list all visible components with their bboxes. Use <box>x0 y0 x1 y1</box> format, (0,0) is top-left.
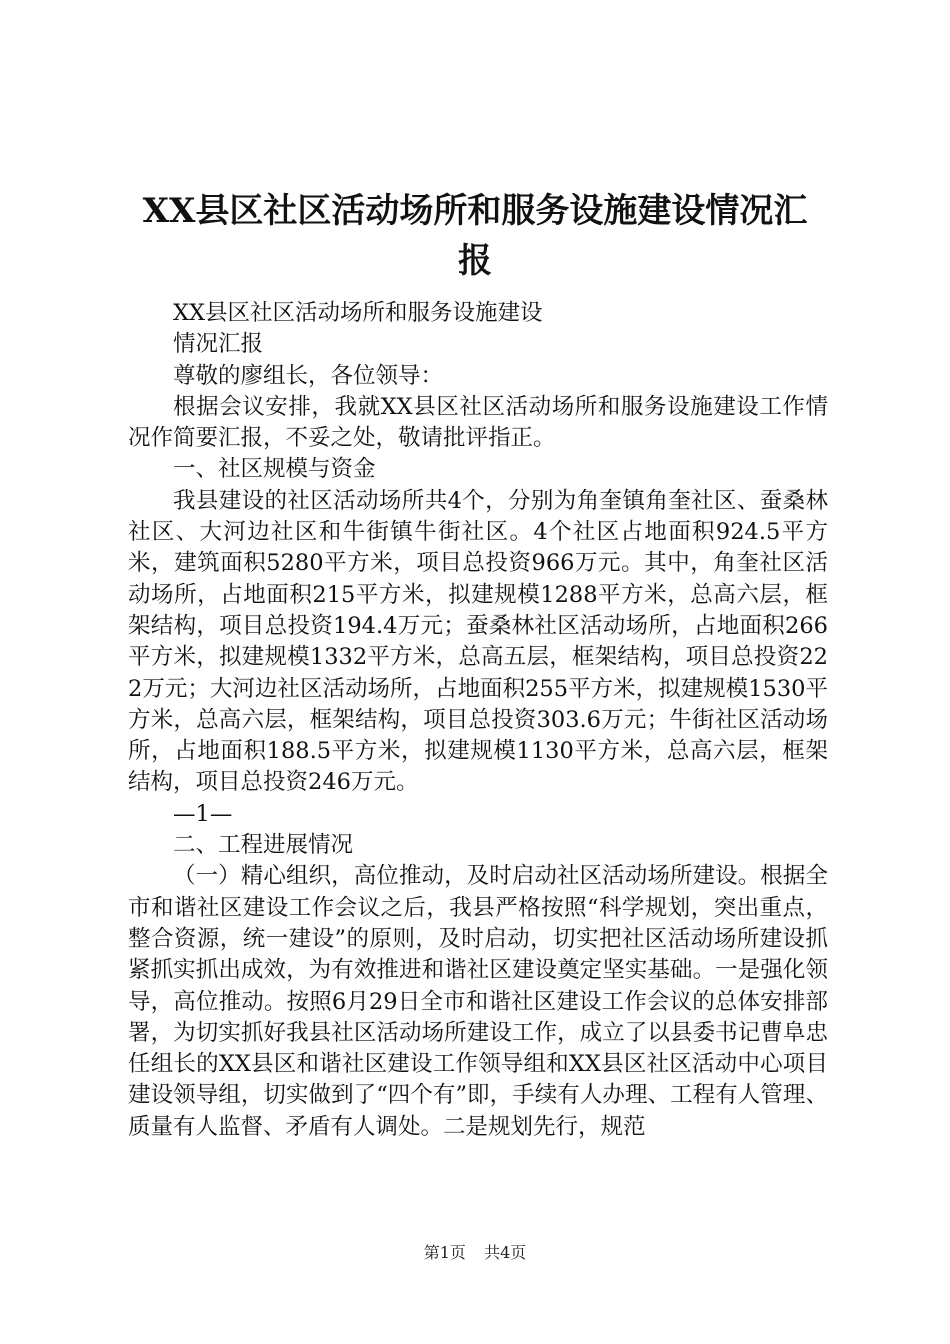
progress-paragraph: （一）精心组织，高位推动，及时启动社区活动场所建设。根据全市和谐社区建设工作会议之后，我县严格按照“科学规划，突出重点，整合资源，统一建设”的原则，及时启动，切实把社区活动场所建设抓紧抓实抓出成效，为有效推进和谐社区建设奠定坚实基础。一是强化领导，高位推动。按照6月29日全市和谐社区建设工作会议的总体安排部署，为切实抓好我县社区活动场所建设工作，成立了以县委书记曹阜忠任组长的XX县区和谐社区建设工作领导组和XX县区社区活动中心项目建设领导组，切实做到了“四个有”即，手续有人办理、工程有人管理、质量有人监督、矛盾有人调处。二是规划先行，规范 <box>128 863 828 1140</box>
salutation: 尊敬的廖组长，各位领导： <box>173 362 444 389</box>
page-footer <box>0 1243 950 1263</box>
inline-page-marker: —1— <box>173 800 233 827</box>
intro-paragraph: 根据会议安排，我就XX县区社区活动场所和服务设施建设工作情况作简要汇报，不妥之处，敬请批评指正。 <box>128 393 828 452</box>
document-title <box>120 186 830 286</box>
subtitle-line-2: 情况汇报 <box>173 331 264 358</box>
section-heading-2: 二、工程进展情况 <box>173 832 354 859</box>
page-total: 共4页 <box>484 1243 527 1262</box>
document-body <box>128 298 828 1143</box>
section-heading-1: 一、社区规模与资金 <box>173 456 376 483</box>
title-line-2: 报 <box>458 241 492 281</box>
scale-funding-paragraph: 我县建设的社区活动场所共4个，分别为角奎镇角奎社区、蚕桑林社区、大河边社区和牛街镇牛街社区。4个社区占地面积924.5平方米，建筑面积5280平方米，项目总投资966万元。其中，角奎社区活动场所，占地面积215平方米，拟建规模1288平方米，总高六层，框架结构，项目总投资194.4万元；蚕桑林社区活动场所，占地面积266平方米，拟建规模1332平方米，总高五层，框架结构，项目总投资222万元；大河边社区活动场所，占地面积255平方米，拟建规模1530平方米，总高六层，框架结构，项目总投资303.6万元；牛街社区活动场所，占地面积188.5平方米，拟建规模1130平方米，总高六层，框架结构，项目总投资246万元。 <box>128 487 828 796</box>
title-line-1: XX县区社区活动场所和服务设施建设情况汇 <box>142 191 808 231</box>
subtitle-line-1: XX县区社区活动场所和服务设施建设 <box>173 300 543 326</box>
page-number: 第1页 <box>423 1243 466 1262</box>
